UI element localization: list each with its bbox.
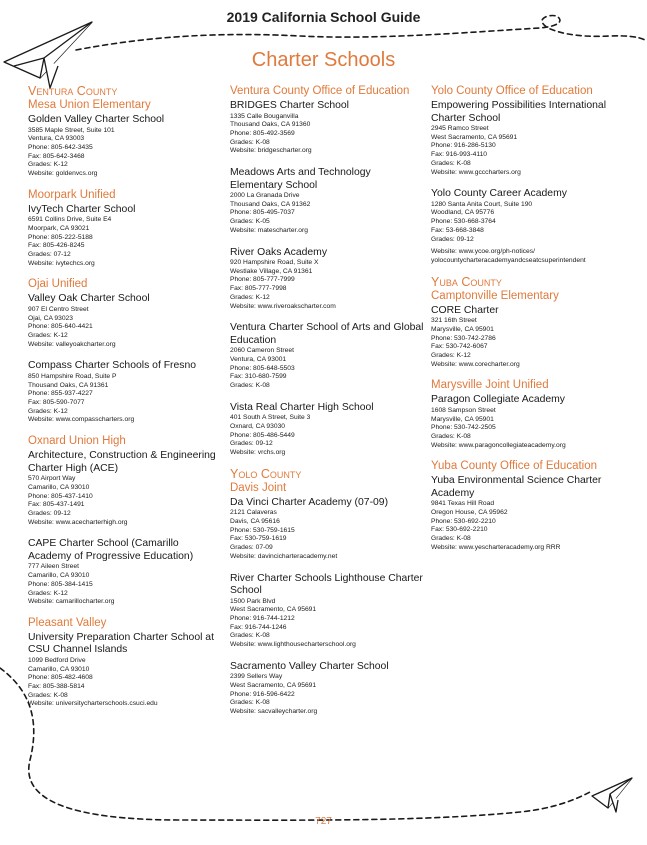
city: Camarillo, CA 93010 [28,572,90,580]
website: Website: www.lighthousecharterschool.org [230,641,356,649]
district-heading: Marysville Joint Unified [431,379,549,392]
city: West Sacramento, CA 95691 [230,681,317,689]
school-name: Paragon Collegiate Academy [431,394,566,406]
city: Thousand Oaks, CA 91361 [28,381,109,389]
grades: Grades: K-05 [230,218,270,226]
city: Ventura, CA 93003 [28,135,85,143]
city: Ventura, CA 93001 [230,355,287,363]
city: West Sacramento, CA 95691 [431,133,518,141]
district-heading: Mesa Union Elementary [28,99,151,111]
school-entry [230,497,426,562]
website: Website: www.acecharterhigh.org [28,518,128,526]
address: 2060 Cameron Street [230,347,294,355]
city: West Sacramento, CA 95691 [230,606,317,614]
phone: Phone: 916-286-5130 [431,142,496,150]
school-name: Sacramento Valley Charter School [230,660,389,672]
grades: Grades: K-08 [431,159,471,167]
grades: Grades: K-08 [230,382,270,390]
city: Camarillo, CA 93010 [28,483,90,491]
school-entry [431,475,631,552]
school-name: Compass Charter Schools of Fresno [28,360,197,372]
school-entry [28,293,224,349]
city: Woodland, CA 95776 [431,209,495,217]
website: Website: www.paragoncollegiateacademy.org [431,441,566,449]
address: 9841 Texas Hill Road [431,500,495,508]
fax: Fax: 805-388-5814 [28,683,85,691]
fax: Fax: 805-642-3468 [28,152,85,160]
school-name: Architecture, Construction & Engineering Charter High (ACE) [28,450,216,474]
fax: Fax: 805-777-7998 [230,285,287,293]
fax: Fax: 916-744-1246 [230,623,287,631]
phone: Phone: 530-759-1615 [230,526,295,534]
website: Website: vrchs.org [230,449,286,457]
website: Website: camarillocharter.org [28,598,115,606]
school-entry [230,100,426,156]
school-entry [431,100,631,177]
city: Davis, CA 95616 [230,517,280,525]
district-heading: Oxnard Union High [28,435,126,448]
address: 920 Hampshire Road, Suite X [230,259,319,267]
website: Website: bridgescharter.org [230,147,312,155]
school-entry [230,661,426,717]
page-number: 727 [315,816,332,827]
school-name: CAPE Charter School (Camarillo Academy of Progressive Education) [28,538,194,562]
school-name: Vista Real Charter High School [230,401,374,413]
school-entry [230,167,426,236]
school-entry [28,632,224,709]
district-heading: Davis Joint [230,481,287,494]
district-heading: Yuba County Office of Education [431,460,598,473]
website: Website: www.compasscharters.org [28,416,135,424]
fax: Fax: 310-680-7599 [230,373,287,381]
address: 3585 Maple Street, Suite 101 [28,126,115,134]
school-name: Meadows Arts and Technology Elementary School [230,167,371,191]
grades: Grades: K-08 [28,691,68,699]
address: 2399 Sellers Way [230,673,283,681]
school-entry [230,322,426,391]
city: Thousand Oaks, CA 91362 [230,200,311,208]
website: Website: ivytechcs.org [28,259,95,267]
grades: Grades: K-08 [230,138,270,146]
address: 1608 Sampson Street [431,406,496,414]
school-entry [230,247,426,312]
website: Website: www.ycoe.org/ph-notices/ [431,248,535,256]
phone: Phone: 805-492-3569 [230,129,295,137]
address: 2945 Ramco Street [431,125,489,132]
website-continued: yolocountycharteracademyandcseatcsuperintendent [431,256,586,264]
school-name: Ventura Charter School of Arts and Global Education [230,322,424,346]
column-1 [28,84,224,709]
grades: Grades: 09-12 [230,440,273,448]
phone: Phone: 530-668-3764 [431,218,496,226]
school-entry [28,114,224,179]
phone: Phone: 805-222-5188 [28,233,93,241]
school-entry [431,394,631,450]
address: 1335 Calle Bouganvilla [230,112,299,120]
phone: Phone: 805-777-7999 [230,276,295,284]
phone: Phone: 805-437-1410 [28,492,93,500]
school-name: Empowering Possibilities International Charter School [431,100,606,124]
school-name: Yolo County Career Academy [431,188,567,200]
city: Camarillo, CA 93010 [28,665,90,673]
phone: Phone: 805-642-3435 [28,143,93,151]
guide-title: 2019 California School Guide [226,9,421,25]
school-entry [431,188,631,265]
grades: Grades: 07-12 [28,251,71,259]
county-heading: Yuba County [431,274,502,289]
phone: Phone: 916-744-1212 [230,614,295,622]
city: Oxnard, CA 93030 [230,422,286,430]
school-name: BRIDGES Charter School [230,100,349,111]
phone: Phone: 530-742-2786 [431,334,496,342]
column-2 [230,84,426,717]
website: Website: davincicharteracademy.net [230,552,338,560]
website: Website: universitycharterschools.csuci.edu [28,700,158,708]
county-heading: Ventura County [28,84,118,98]
grades: Grades: 09-12 [431,235,474,243]
website: Website: www.corecharter.org [431,360,520,368]
address: 850 Hampshire Road, Suite P [28,372,117,380]
school-entry [230,573,426,650]
paper-plane-icon [592,778,632,812]
city: Thousand Oaks, CA 91360 [230,121,311,129]
address: 777 Aileen Street [28,563,79,571]
city: Westlake Village, CA 91361 [230,267,313,275]
address: 907 El Centro Street [28,305,89,313]
grades: Grades: K-12 [28,407,68,415]
school-name: River Oaks Academy [230,246,328,258]
grades: Grades: K-08 [230,699,270,707]
phone: Phone: 805-648-5503 [230,364,295,372]
fax: Fax: 805-426-8245 [28,242,85,250]
phone: Phone: 855-937-4227 [28,390,93,398]
phone: Phone: 805-486-5449 [230,431,295,439]
district-heading: Pleasant Valley [28,616,107,629]
grades: Grades: K-12 [431,351,471,359]
grades: Grades: K-08 [431,535,471,543]
grades: Grades: K-12 [28,161,68,169]
grades: Grades: K-12 [230,293,270,301]
fax: Fax: 530-692-2210 [431,526,488,534]
address: 1500 Park Blvd [230,597,276,605]
city: Ojai, CA 93023 [28,314,73,322]
website: Website: goldenvcs.org [28,170,98,178]
phone: Phone: 530-742-2505 [431,424,496,432]
city: Marysville, CA 95901 [431,325,494,333]
website: Website: www.yescharteracademy.org RRR [431,543,561,551]
district-heading: Camptonville Elementary [431,289,559,302]
phone: Phone: 805-384-1415 [28,580,93,588]
grades: Grades: 07-09 [230,544,273,552]
address: 570 Airport Way [28,475,76,483]
fax: Fax: 53-668-3848 [431,226,484,234]
address: 401 South A Street, Suite 3 [230,414,311,422]
address: 1280 Santa Anita Court, Suite 190 [431,200,533,208]
school-entry [28,204,224,269]
school-name: Golden Valley Charter School [28,114,165,125]
website: Website: matescharter.org [230,226,308,234]
address: 2121 Calaveras [230,509,277,517]
grades: Grades: K-08 [230,632,270,640]
fax: Fax: 805-590-7077 [28,399,85,407]
school-name: University Preparation Charter School at CSU Channel Islands [28,631,214,656]
website: Website: www.riveroakscharter.com [230,302,336,310]
column-3 [431,84,631,553]
school-name: Yuba Environmental Science Charter Academy [431,475,602,499]
phone: Phone: 916-596-6422 [230,690,295,698]
phone: Phone: 530-692-2210 [431,517,496,525]
address: 1099 Bedford Drive [28,656,86,664]
grades: Grades: K-12 [28,332,68,340]
fax: Fax: 805-437-1491 [28,501,85,509]
school-name: River Charter Schools Lighthouse Charter School [230,572,423,596]
fax: Fax: 530-759-1619 [230,535,287,543]
phone: Phone: 805-495-7037 [230,209,295,217]
county-heading: Yolo County [230,466,302,481]
address: 2000 La Granada Drive [230,192,300,200]
school-entry [28,360,224,425]
fax: Fax: 530-742-6067 [431,343,488,351]
school-entry [431,305,631,370]
district-heading: Ojai Unified [28,278,88,291]
city: Oregon House, CA 95962 [431,509,508,517]
school-entry [230,402,426,458]
phone: Phone: 805-482-4608 [28,674,93,682]
district-heading: Ventura County Office of Education [230,85,410,97]
school-name: Valley Oak Charter School [28,293,150,305]
school-name: Da Vinci Charter Academy (07-09) [230,496,389,508]
address: 6591 Collins Drive, Suite E4 [28,216,112,224]
district-heading: Yolo County Office of Education [431,85,593,97]
school-entry [28,538,224,607]
city: Marysville, CA 95901 [431,415,494,423]
phone: Phone: 805-640-4421 [28,323,93,331]
grades: Grades: 09-12 [28,509,71,517]
grades: Grades: K-08 [431,432,471,440]
website: Website: valleyoakcharter.org [28,340,116,348]
school-name: CORE Charter [431,304,499,316]
website: Website: sacvalleycharter.org [230,708,318,716]
city: Moorpark, CA 93021 [28,224,90,232]
grades: Grades: K-12 [28,589,68,597]
page-title: Charter Schools [251,49,396,71]
school-entry [28,450,224,527]
address: 321 16th Street [431,317,477,325]
district-heading: Moorpark Unified [28,188,116,201]
school-name: IvyTech Charter School [28,203,136,215]
website: Website: www.gcccharters.org [431,168,521,176]
fax: Fax: 916-993-4110 [431,151,488,159]
